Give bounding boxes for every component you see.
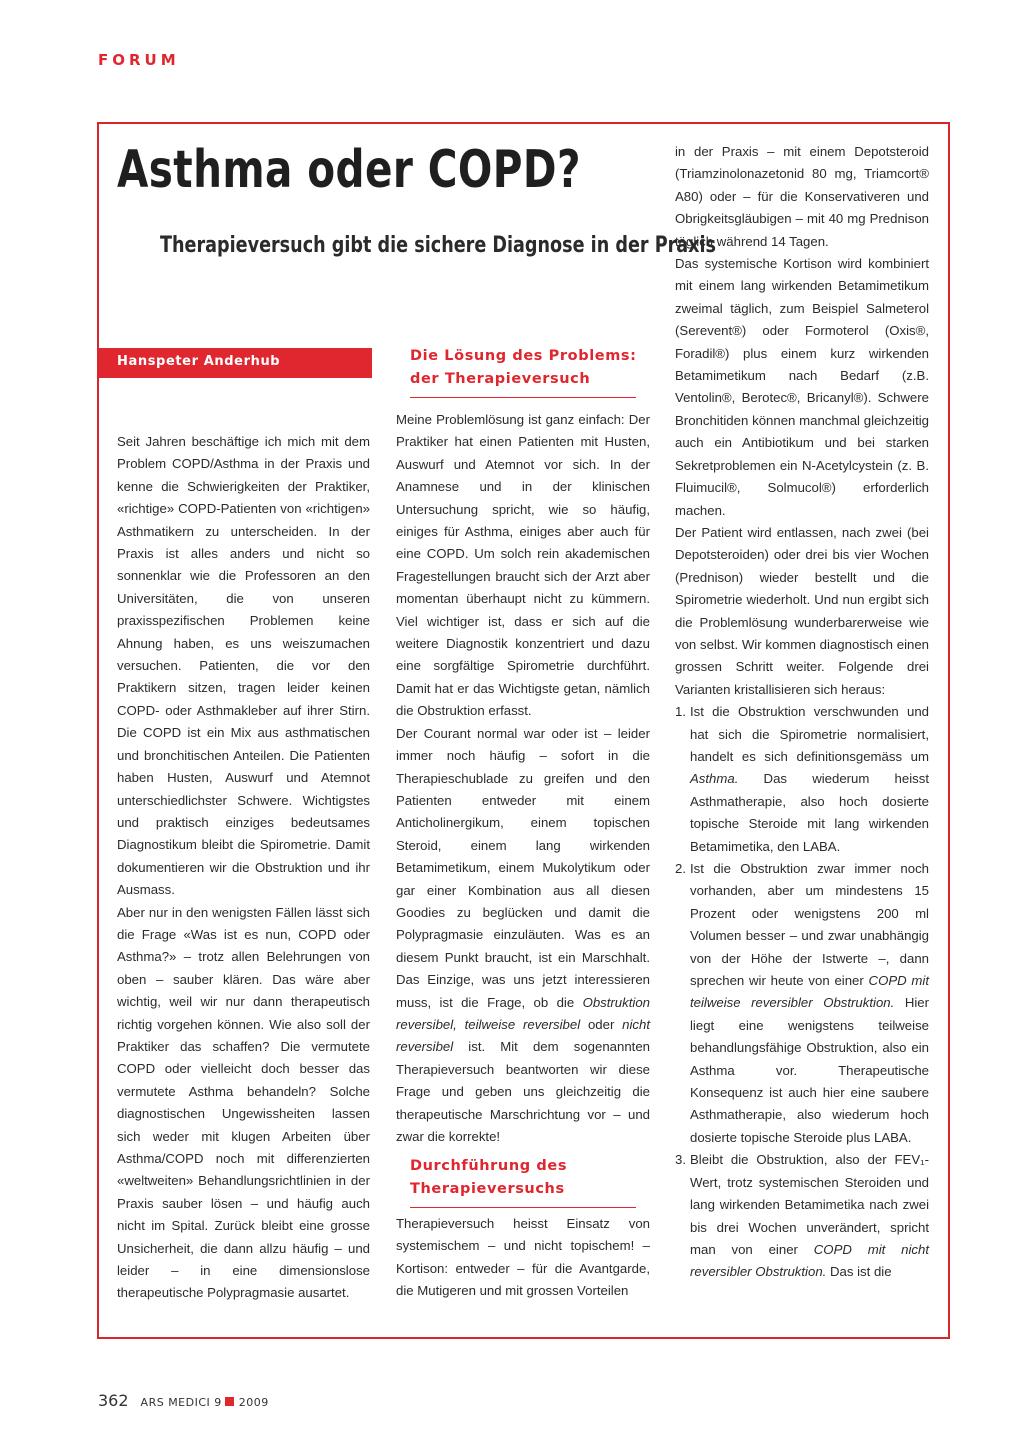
text-span: oder (580, 1016, 623, 1032)
italic-span: nicht reversibel (396, 1016, 650, 1055)
col2-paragraph-1: Meine Problemlösung ist ganz einfach: Der Praktiker hat einen Patienten mit Husten, Auswurf und Atemnot vor sich. In der Anamnese und in der klinischen Untersuchung spricht, wie so häufig, einiges für Asthma, einiges aber auch für eine COPD. Um solch rein akademischen Fragestellungen braucht sich der Arzt aber momentan überhaupt nicht zu kümmern. Viel wichtiger ist, dass er sich auf die weitere Diagnostik konzentriert und dazu eine sorgfältige Spirometrie durchführt. Damit hat er das Wichtigste getan, nämlich die Obstruktion erfasst. (396, 412, 650, 719)
col2-paragraph-3: Therapieversuch heisst Einsatz von systemischem – und nicht topischem! – Kortison: entweder – für die Avantgarde, die Mutigeren und mit grossen Vorteilen (396, 1216, 650, 1299)
italic-span: Obstruktion reversibel, teilweise reversibel (396, 994, 650, 1032)
article-title: Asthma oder COPD? (117, 140, 581, 200)
heading-text: Durchführung des Therapieversuchs (410, 1158, 568, 1197)
author-name: Hanspeter Anderhub (117, 354, 281, 369)
column-2-lower (396, 1213, 650, 1303)
italic-span: Asthma. (690, 771, 739, 787)
text-span: Bleibt die Obstruktion, also der FEV₁-Wert, trotz systemischen Steroiden und lang wirkenden Betamimetika nach zwei bis drei Wochen unverändert, spricht man von einer (690, 1152, 929, 1257)
col3-paragraph-1: in der Praxis – mit einem Depotsteroid (Triamzinolonazetonid 80 mg, Triamcort® A80) oder – für die Konservativeren und Obrigkeitsgläubigen – mit 40 mg Prednison täglich während 14 Tagen. (675, 144, 929, 249)
list-item (675, 858, 929, 1149)
heading-rule (410, 1207, 636, 1208)
col3-paragraph-3: Der Patient wird entlassen, nach zwei (bei Depotsteroiden) oder drei bis vier Wochen (Prednison) wieder bestellt und die Spirometrie wiederholt. Und nun ergibt sich die Problemlösung wunderbarerweise wie von selbst. Wir kommen diagnostisch einen grossen Schritt weiter. Folgende drei Varianten kristallisieren sich heraus: (675, 524, 929, 697)
frame-border-left (97, 122, 99, 1339)
text-span: Hier liegt eine wenigstens teilweise behandlungsfähige Obstruktion, also ein Asthma vor. Therapeutische Konsequenz ist auch hier eine saubere Asthmatherapie, also wiederum hoch dosierte topische Steroide plus LABA. (690, 995, 930, 1145)
list-number: 3. (675, 1152, 686, 1168)
text-span: Das ist die (826, 1264, 892, 1280)
frame-border-bottom (97, 1337, 950, 1339)
journal-year: 2009 (238, 1396, 269, 1409)
frame-border-top (97, 122, 950, 124)
italic-span: COPD mit teilweise reversibler Obstruktion. (690, 973, 929, 1011)
heading-rule (410, 397, 636, 398)
text-span: ist. Mit dem sogenannten Therapieversuch beantworten wir diese Frage und geben uns gleichzeitig die therapeutische Marschrichtung vor – und zwar die korrekte! (396, 1039, 650, 1144)
square-separator-icon (225, 1397, 234, 1406)
column-1 (117, 431, 370, 1305)
article-subtitle: Therapieversuch gibt die sichere Diagnose in der Praxis (160, 233, 717, 258)
col2-paragraph-2 (396, 723, 650, 1149)
frame-border-right (948, 122, 950, 1339)
page-footer (98, 1391, 269, 1410)
section-heading-procedure (410, 1155, 610, 1201)
list-item (675, 1149, 929, 1283)
heading-text: Die Lösung des Problems: der Therapieversuch (410, 348, 637, 387)
text-span: Ist die Obstruktion zwar immer noch vorhanden, aber um mindestens 15 Prozent oder wenigstens 200 ml Volumen besser – und zwar unabhängig von der Höhe der Istwerte –, dann sprechen wir heute von einer (690, 861, 929, 989)
journal-name: ARS MEDICI 9 (140, 1396, 222, 1409)
col1-paragraph-2: Aber nur in den wenigsten Fällen lässt sich die Frage «Was ist es nun, COPD oder Asthma?» – trotz allen Belehrungen von oben – sauber klären. Das wäre aber wichtig, weil wir nur dann therapeutisch richtig vorgehen können. Wie also soll der Praktiker das schaffen? Die vermutete COPD oder vielleicht doch besser das vermutete Asthma behandeln? Solche diagnostischen Ungewissheiten lassen sich weder mit klugen Arbeiten über Asthma/COPD noch mit differenzierten «weltweiten» Behandlungsrichtlinien in der Praxis sauber lösen – und häufig auch nicht im Spital. Zurück bleibt eine grosse Unsicherheit, die dann allzu häufig – und leider – in eine dimensionslose therapeutische Polypragmasie ausartet. (117, 904, 370, 1301)
column-2 (396, 409, 650, 1148)
section-label: FORUM (98, 51, 180, 69)
list-item (675, 701, 929, 858)
col1-paragraph-1: Seit Jahren beschäftige ich mich mit dem Problem COPD/Asthma in der Praxis und kenne die Schwierigkeiten der Praktiker, «richtige» COPD-Patienten von «richtigen» Asthmatikern zu unterscheiden. In der Praxis ist alles anders und nicht so sonnenklar wie die Professoren an den Universitäten, die von unseren praxisspezifischen Problemen keine Ahnung haben, es uns weiszumachen versuchen. Patienten, die vor den Praktikern sitzen, tragen leider keinen COPD- oder Asthmakleber auf ihrer Stirn. Die COPD ist ein Mix aus asthmatischen und bronchitischen Anteilen. Die Patienten haben Husten, Auswurf und Atemnot unterschiedlichster Schwere. Wichtigstes und praktisch einziges bedeutsames Diagnostikum bleibt die Spirometrie. Damit dokumentieren wir die Obstruktion und ihr Ausmass. (117, 434, 370, 898)
text-span: Das wiederum heisst Asthmatherapie, also hoch dosierte topische Steroide mit lang wirkenden Betamimetika, den LABA. (690, 771, 929, 854)
col3-paragraph-2: Das systemische Kortison wird kombiniert mit einem lang wirkenden Betamimetikum zweimal täglich, zum Beispiel Salmeterol (Serevent®) oder Formoterol (Oxis®, Foradil®) plus einem kurz wirkenden Betamimetikum nach Bedarf (z.B. Ventolin®, Berotec®, Bricanyl®). Schwere Bronchitiden können manchmal gleichzeitig auch ein Antibiotikum und bei starken Sekretproblemen ein N-Acetylcystein (z. B. Fluimucil®, Solmucol®) erforderlich machen. (675, 256, 929, 518)
text-span: Der Courant normal war oder ist – leider immer noch häufig – sofort in die Therapieschublade zu greifen und den Patienten entweder mit einem Anticholinergikum, einem topischen Steroid, einem lang wirkenden Betamimetikum, einem Mukolytikum oder gar einer Kombination aus all diesen Goodies zu beglücken und damit die Polypragmasie einzuläuten. Was es an diesem Punkt braucht, ist ein Marschhalt. Das Einzige, was uns jetzt interessieren muss, ist die Frage, ob die (396, 725, 650, 1010)
italic-span: COPD mit nicht reversibler Obstruktion. (690, 1241, 930, 1280)
text-span: Ist die Obstruktion verschwunden und hat sich die Spirometrie normalisiert, handelt es sich definitionsgemäss um (690, 704, 929, 764)
list-number: 2. (675, 861, 686, 876)
page-number: 362 (98, 1391, 129, 1410)
section-heading-solution (410, 345, 640, 391)
list-number: 1. (675, 704, 686, 720)
column-3 (675, 141, 929, 1284)
